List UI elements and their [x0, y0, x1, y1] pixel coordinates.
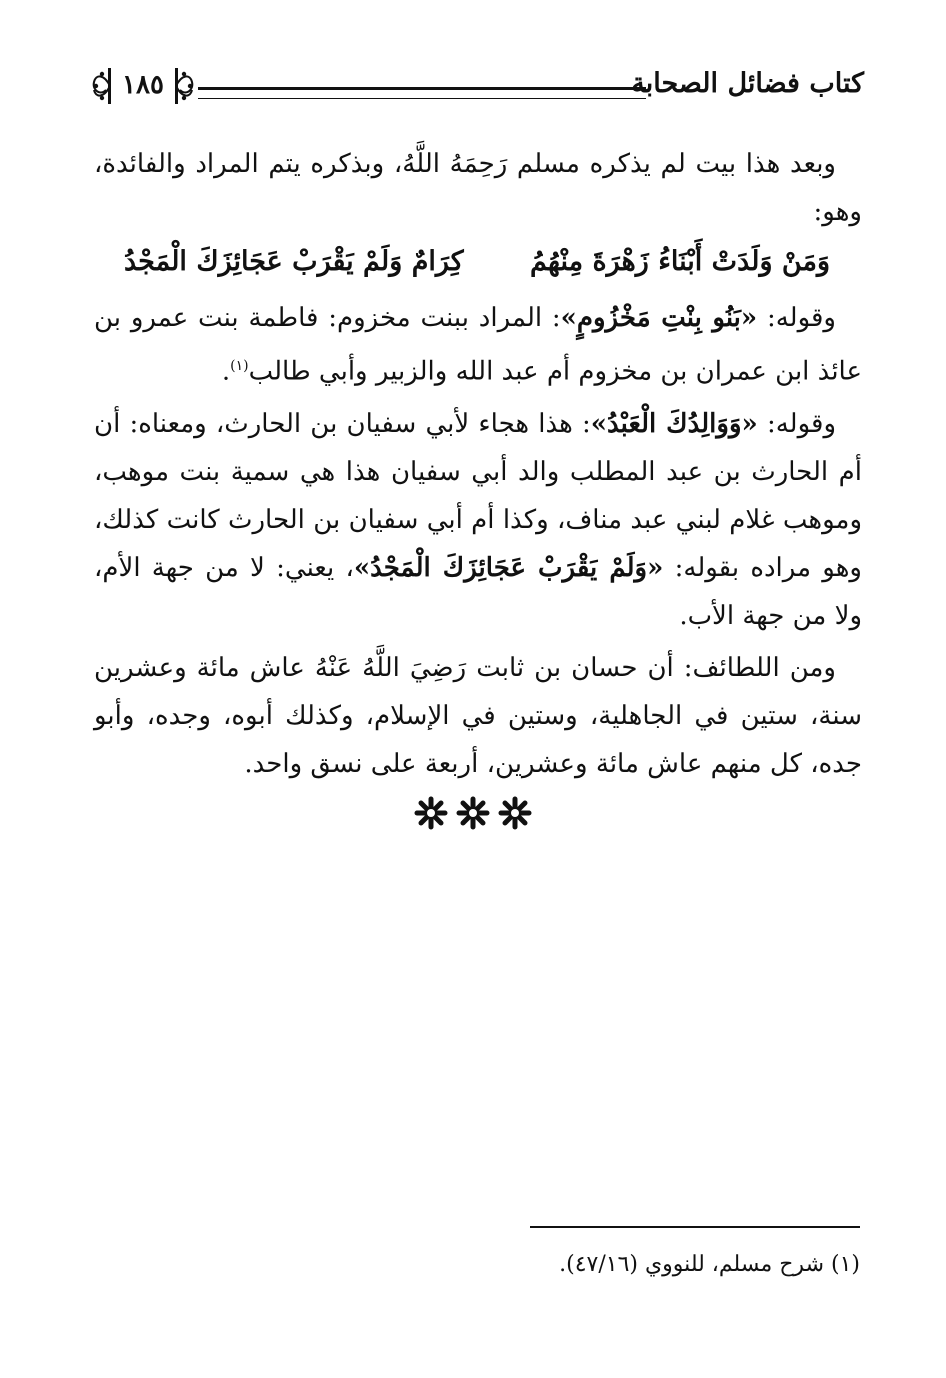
para3-middle: : هذا هجاء لأبي سفيان بن الحارث، ومعناه: أن أم الحارث بن عبد المطلب والد أبي سفيان هذا هي سمية بنت موهب، وموهب غلام لبني عبد مناف، وكذا أم أبي سفيان بن الحارث كانت كذلك، وهو مراده بقوله:: [94, 408, 862, 583]
header-rule: [198, 87, 646, 99]
paragraph-banu-makhzum: [94, 294, 862, 396]
main-text: [94, 140, 862, 792]
poem-hemistich-first: وَمَنْ وَلَدَتْ أَبْنَاءُ زَهْرَةَ مِنْهُمُ: [530, 246, 830, 277]
para2-end: .: [221, 356, 231, 387]
paragraph-lataif: ومن اللطائف: أن حسان بن ثابت رَضِيَ اللَّهُ عَنْهُ عاش مائة وعشرين سنة، ستين في الجاهلية، وستين في الإسلام، وكذلك أبوه، وجده، وأبو جده، كل منهم عاش مائة وعشرين، أربعة على نسق واحد.: [94, 652, 862, 779]
page-number-frame: [90, 60, 196, 112]
paragraph-walidak-al-abd: [94, 400, 862, 640]
para3-end: ، يعني: لا من جهة الأم، ولا من جهة الأب.: [94, 552, 862, 631]
footnote-reference[interactable]: (١): [230, 358, 249, 374]
page-number: ١٨٥: [122, 70, 164, 100]
section-end-ornament: [412, 793, 534, 833]
para2-rest: : المراد ببنت مخزوم: فاطمة بنت عمرو بن عائذ ابن عمران بن مخزوم أم عبد الله والزبير وأبي طالب: [94, 303, 862, 387]
para2-quote: «بَنُو بِنْتِ مَخْزُومٍ»: [560, 303, 758, 333]
asterism-flowers-icon: [412, 793, 534, 833]
para3-quote-second: «وَلَمْ يَقْرَبْ عَجَائِزَكَ الْمَجْدُ»: [353, 552, 664, 583]
poem-verse: [94, 240, 862, 284]
book-title: كتاب فضائل الصحابة: [631, 68, 864, 99]
para2-lead: وقوله:: [757, 303, 836, 333]
page-header: [90, 60, 864, 120]
poem-hemistich-second: كِرَامٌ وَلَمْ يَقْرَبْ عَجَائِزَكَ الْمَجْدُ: [124, 246, 464, 277]
intro-paragraph: وبعد هذا بيت لم يذكره مسلم رَحِمَهُ اللَّهُ، وبذكره يتم المراد والفائدة، وهو:: [94, 149, 862, 227]
footnote-text: (١) شرح مسلم، للنووي (٤٧/١٦).: [559, 1252, 860, 1277]
footnote-separator: [530, 1226, 860, 1228]
para3-lead: وقوله:: [757, 408, 837, 439]
para3-quote-first: «وَوَالِدُكَ الْعَبْدُ»: [590, 408, 758, 439]
